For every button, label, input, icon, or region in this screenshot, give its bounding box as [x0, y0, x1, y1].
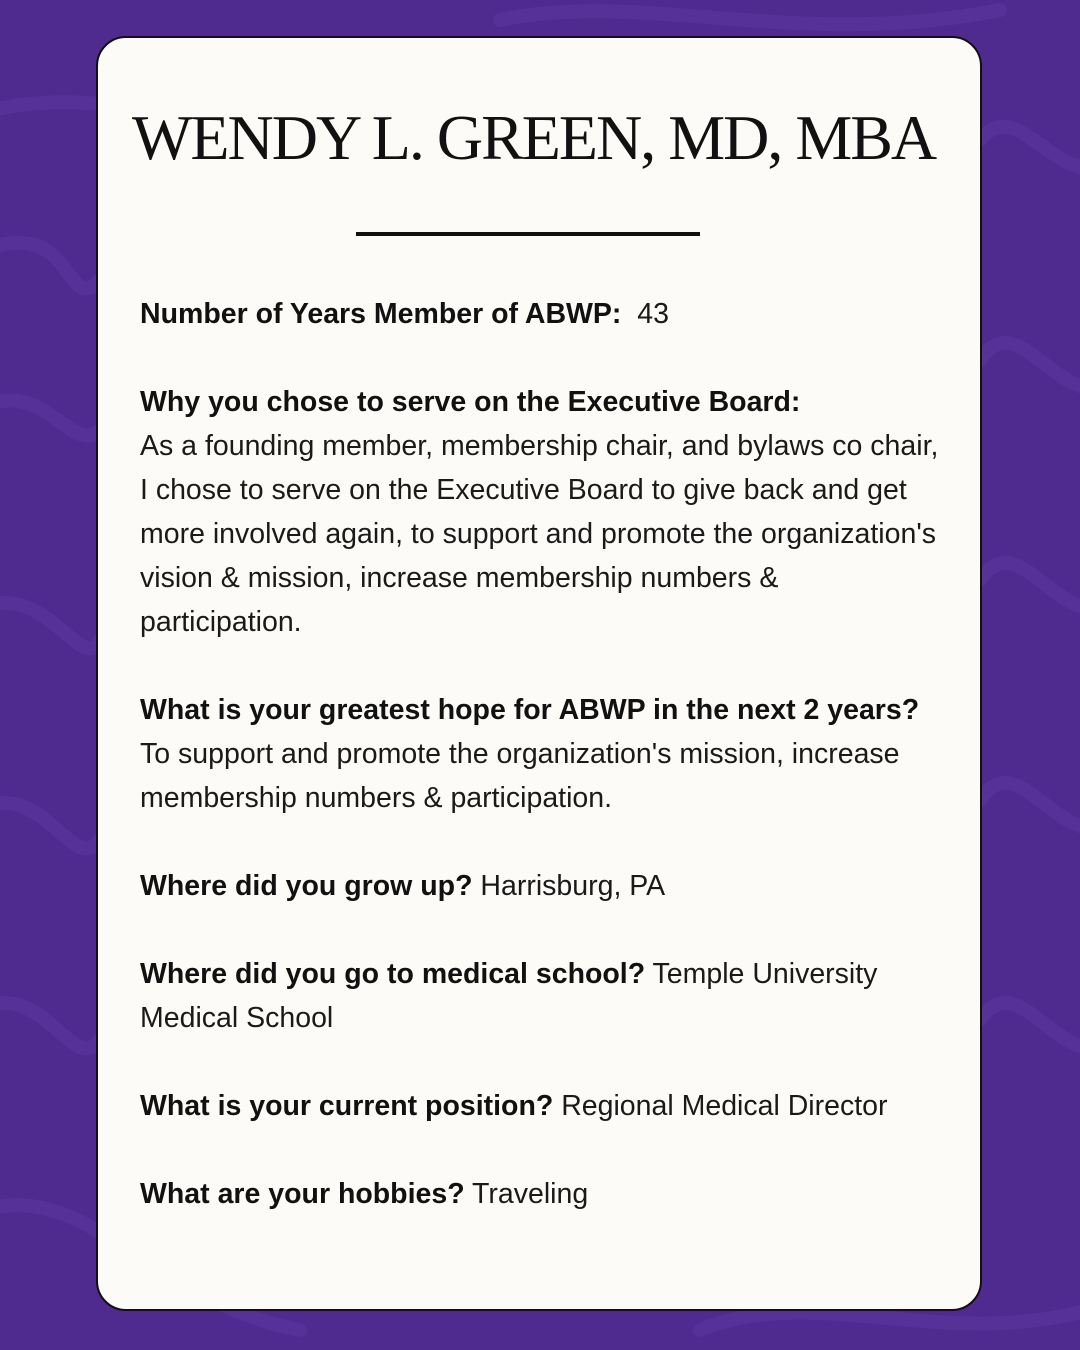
greatest-hope-question: What is your greatest hope for ABWP in the next 2 years? — [140, 694, 920, 726]
grow-up-question: Where did you grow up? — [140, 870, 473, 902]
why-serve-answer: As a founding member, membership chair, and bylaws co chair, I chose to serve on the Executive Board to give back and get more involved again, to support and promote the organization's vision & mission, increase membership numbers & participation. — [140, 430, 939, 638]
profile-name-heading: WENDY L. GREEN, MD, MBA — [132, 102, 936, 173]
greatest-hope-answer: To support and promote the organization's mission, increase membership numbers & participation. — [140, 738, 900, 814]
why-serve-section — [140, 380, 940, 644]
profile-card — [96, 36, 982, 1311]
current-position-section — [140, 1084, 940, 1128]
membership-years-value: 43 — [637, 298, 669, 330]
grow-up-answer: Harrisburg, PA — [480, 870, 666, 902]
hobbies-section — [140, 1172, 940, 1216]
membership-years — [140, 292, 940, 336]
current-position-answer: Regional Medical Director — [561, 1090, 888, 1122]
medical-school-question: Where did you go to medical school? — [140, 958, 646, 990]
profile-details — [140, 292, 940, 1260]
hobbies-question: What are your hobbies? — [140, 1178, 465, 1210]
greatest-hope-section — [140, 688, 940, 820]
current-position-question: What is your current position? — [140, 1090, 554, 1122]
medical-school-section — [140, 952, 940, 1040]
why-serve-question: Why you chose to serve on the Executive Board: — [140, 386, 801, 418]
grow-up-section — [140, 864, 940, 908]
membership-years-label: Number of Years Member of ABWP: — [140, 298, 622, 330]
hobbies-answer: Traveling — [472, 1178, 589, 1210]
title-divider — [356, 232, 700, 236]
medical-school-answer: Temple University Medical School — [140, 958, 878, 1034]
